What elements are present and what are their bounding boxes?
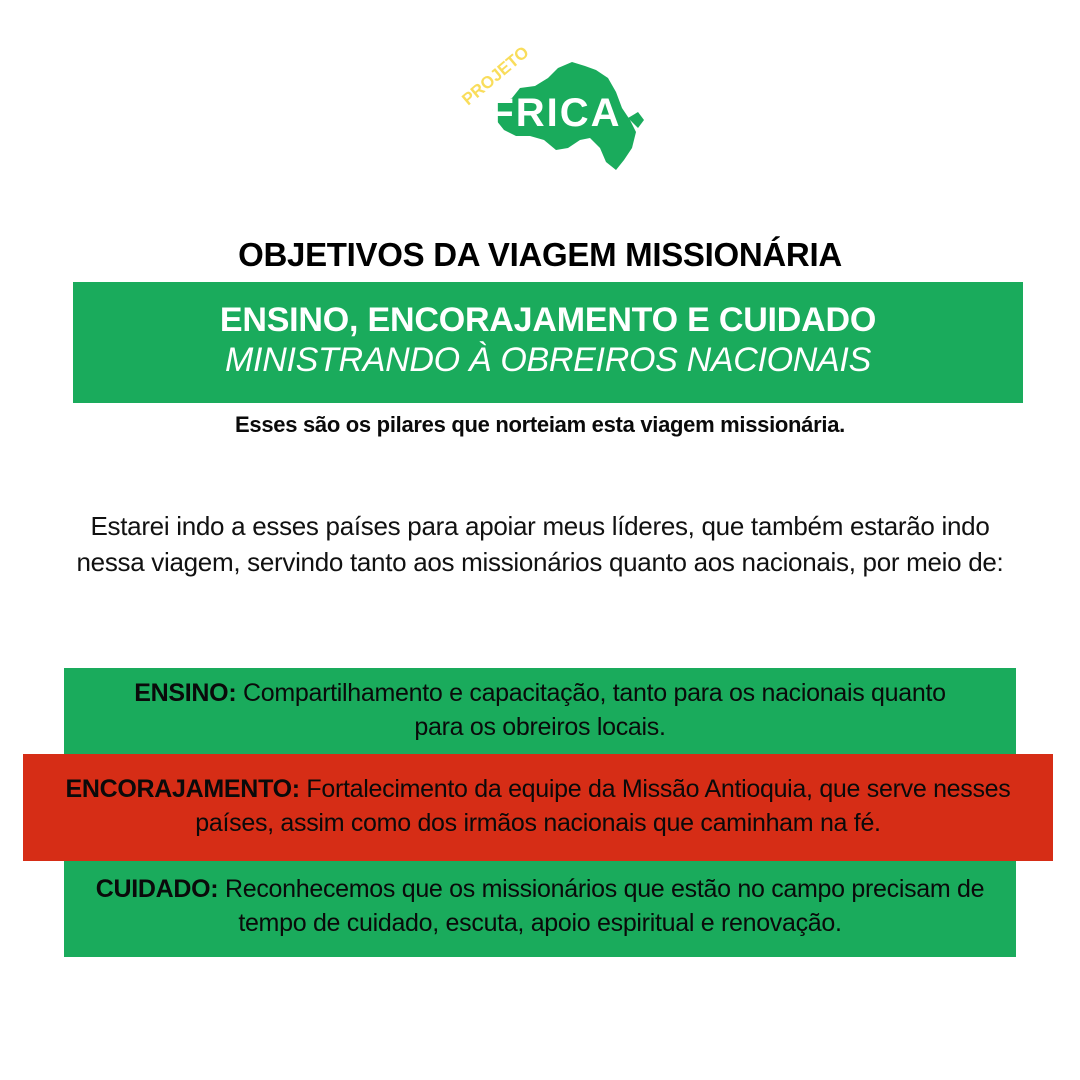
pillar-ensino [64,668,1016,758]
pillar-label: CUIDADO: [95,875,219,903]
pillar-text: Compartilhamento e capacitação, tanto para os nacionais quanto para os obreiros locais. [243,679,946,741]
pillar-label: ENCORAJAMENTO: [65,775,300,803]
pillar-encorajamento [23,754,1053,861]
page-title: OBJETIVOS DA VIAGEM MISSIONÁRIA [238,236,842,273]
banner-pillars-heading: ENSINO, ENCORAJAMENTO E CUIDADO [219,301,877,339]
africa-map-icon [440,40,660,180]
pillar-cuidado [64,861,1016,957]
pillar-text: Fortalecimento da equipe da Missão Antioquia, que serve nesses países, assim como dos irmãos nacionais que caminham na fé. [195,775,1011,837]
pillars-subtitle: Esses são os pilares que norteiam esta viagem missionária. [235,412,845,437]
pillar-text: Reconhecemos que os missionários que estão no campo precisam de tempo de cuidado, escuta, apoio espiritual e renovação. [224,875,985,937]
intro-paragraph: Estarei indo a esses países para apoiar meus líderes, que também estarão indo nessa viagem, servindo tanto aos missionários quanto aos nacionais, por meio de: [76,511,1004,577]
svg-text:PROJETO: PROJETO [458,42,533,110]
projeto-africa-logo [440,40,660,180]
pillar-label: ENSINO: [134,679,237,707]
svg-text:AFRICA: AFRICA [458,91,622,135]
pillars-banner [73,282,1023,403]
banner-ministry-subheading: MINISTRANDO À OBREIROS NACIONAIS [225,341,871,379]
